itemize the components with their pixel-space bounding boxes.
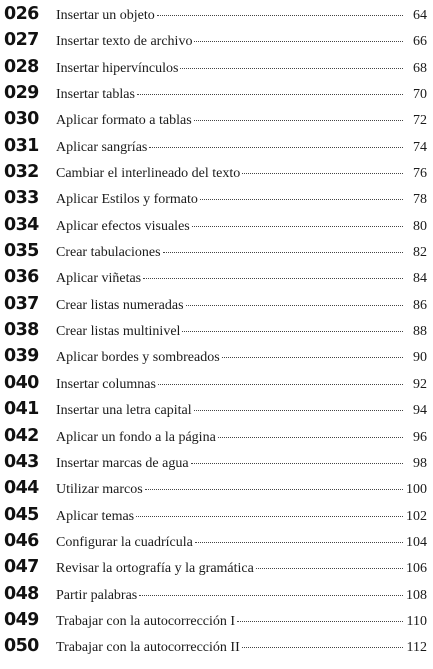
dot-leader — [256, 568, 403, 569]
toc-entry — [4, 636, 429, 662]
toc-entry — [4, 136, 429, 162]
entry-page-number: 74 — [413, 139, 427, 155]
entry-number: 026 — [4, 4, 39, 24]
toc-entry — [4, 610, 429, 636]
entry-number: 038 — [4, 320, 39, 341]
toc-entry — [4, 83, 429, 109]
entry-title: Aplicar viñetas — [56, 271, 142, 287]
entry-page-number: 100 — [406, 482, 427, 498]
toc-entry — [4, 426, 429, 452]
entry-number: 048 — [4, 583, 39, 604]
dot-leader — [163, 252, 403, 253]
toc-entry — [4, 162, 429, 188]
dot-leader — [194, 410, 403, 411]
dot-leader — [237, 621, 403, 622]
toc-entry — [4, 399, 429, 425]
entry-number: 032 — [4, 162, 39, 183]
entry-title: Revisar la ortografía y la gramática — [56, 561, 254, 577]
dot-leader — [149, 147, 403, 148]
dot-leader — [222, 357, 403, 358]
toc-entry — [4, 557, 429, 583]
dot-leader — [186, 305, 403, 306]
toc-entry — [4, 188, 429, 214]
entry-number: 029 — [4, 83, 39, 104]
dot-leader — [194, 41, 403, 42]
entry-title: Insertar tablas — [56, 87, 135, 103]
dot-leader — [139, 595, 403, 596]
entry-title: Insertar una letra capital — [56, 403, 192, 419]
entry-number: 044 — [4, 478, 39, 499]
toc-entry — [4, 215, 429, 241]
dot-leader — [182, 331, 403, 332]
entry-title: Insertar un objeto — [56, 8, 155, 23]
entry-title: Crear listas multinivel — [56, 324, 181, 340]
toc-entry — [4, 320, 429, 346]
toc-entry — [4, 109, 429, 135]
dot-leader — [145, 489, 403, 490]
toc-entry — [4, 4, 429, 30]
entry-page-number: 102 — [406, 508, 427, 524]
toc-entry — [4, 30, 429, 56]
entry-page-number: 80 — [413, 218, 427, 234]
entry-title: Crear tabulaciones — [56, 245, 161, 261]
entry-page-number: 76 — [413, 166, 427, 182]
entry-page-number: 70 — [413, 87, 427, 103]
entry-page-number: 96 — [413, 429, 427, 445]
entry-page-number: 112 — [406, 640, 427, 656]
dot-leader — [195, 542, 403, 543]
entry-number: 043 — [4, 451, 39, 472]
entry-title: Aplicar bordes y sombreados — [56, 350, 220, 366]
entry-number: 037 — [4, 293, 39, 314]
dot-leader — [194, 120, 403, 121]
toc-entry — [4, 294, 429, 320]
dot-leader — [200, 199, 403, 200]
entry-number: 039 — [4, 346, 39, 367]
entry-page-number: 98 — [413, 455, 427, 471]
entry-page-number: 92 — [413, 376, 427, 392]
toc-entry — [4, 57, 429, 83]
entry-number: 035 — [4, 241, 39, 262]
entry-number: 027 — [4, 30, 39, 51]
dot-leader — [143, 278, 403, 279]
entry-title: Configurar la cuadrícula — [56, 534, 193, 550]
entry-page-number: 108 — [406, 587, 427, 603]
entry-title: Aplicar efectos visuales — [56, 218, 190, 234]
entry-title: Partir palabras — [56, 587, 138, 603]
entry-number: 050 — [4, 636, 39, 657]
entry-title: Aplicar Estilos y formato — [56, 192, 198, 208]
entry-title: Cambiar el interlineado del texto — [56, 166, 241, 182]
entry-number: 030 — [4, 109, 39, 130]
dot-leader — [191, 463, 403, 464]
entry-title: Insertar columnas — [56, 376, 156, 392]
entry-number: 033 — [4, 188, 39, 209]
toc-entry — [4, 346, 429, 372]
entry-page-number: 104 — [406, 534, 427, 550]
entry-page-number: 66 — [413, 34, 427, 50]
entry-number: 046 — [4, 530, 39, 551]
toc-entry — [4, 267, 429, 293]
dot-leader — [192, 226, 403, 227]
entry-number: 031 — [4, 135, 39, 156]
entry-number: 045 — [4, 504, 39, 525]
entry-title: Insertar texto de archivo — [56, 34, 193, 50]
toc-entry — [4, 531, 429, 557]
entry-page-number: 90 — [413, 350, 427, 366]
dot-leader — [242, 173, 403, 174]
dot-leader — [180, 68, 403, 69]
entry-page-number: 84 — [413, 271, 427, 287]
dot-leader — [158, 384, 403, 385]
entry-title: Trabajar con la autocorrección II — [56, 640, 240, 656]
entry-page-number: 86 — [413, 297, 427, 313]
entry-title: Utilizar marcos — [56, 482, 143, 498]
entry-number: 041 — [4, 399, 39, 420]
entry-page-number: 106 — [406, 561, 427, 577]
entry-page-number: 72 — [413, 113, 427, 129]
entry-number: 049 — [4, 609, 39, 630]
entry-title: Insertar marcas de agua — [56, 455, 189, 471]
toc-entry — [4, 373, 429, 399]
entry-number: 040 — [4, 372, 39, 393]
table-of-contents — [4, 4, 429, 663]
entry-title: Aplicar sangrías — [56, 139, 148, 155]
entry-title: Trabajar con la autocorrección I — [56, 613, 236, 629]
toc-entry — [4, 584, 429, 610]
entry-title: Crear listas numeradas — [56, 297, 184, 313]
entry-number: 034 — [4, 214, 39, 235]
entry-title: Aplicar un fondo a la página — [56, 429, 216, 445]
entry-number: 047 — [4, 557, 39, 578]
entry-page-number: 68 — [413, 60, 427, 76]
entry-title: Aplicar temas — [56, 508, 135, 524]
dot-leader — [242, 647, 403, 648]
entry-page-number: 78 — [413, 192, 427, 208]
entry-page-number: 94 — [413, 403, 427, 419]
dot-leader — [157, 15, 403, 16]
entry-page-number: 88 — [413, 324, 427, 340]
toc-entry — [4, 241, 429, 267]
dot-leader — [137, 94, 403, 95]
entry-number: 028 — [4, 56, 39, 77]
entry-number: 042 — [4, 425, 39, 446]
toc-entry — [4, 505, 429, 531]
entry-title: Insertar hipervínculos — [56, 60, 179, 76]
entry-page-number: 82 — [413, 245, 427, 261]
dot-leader — [218, 437, 403, 438]
toc-entry — [4, 452, 429, 478]
dot-leader — [136, 516, 403, 517]
entry-title: Aplicar formato a tablas — [56, 113, 192, 129]
entry-page-number: 64 — [413, 8, 427, 23]
entry-number: 036 — [4, 267, 39, 288]
entry-page-number: 110 — [406, 613, 427, 629]
toc-entry — [4, 478, 429, 504]
